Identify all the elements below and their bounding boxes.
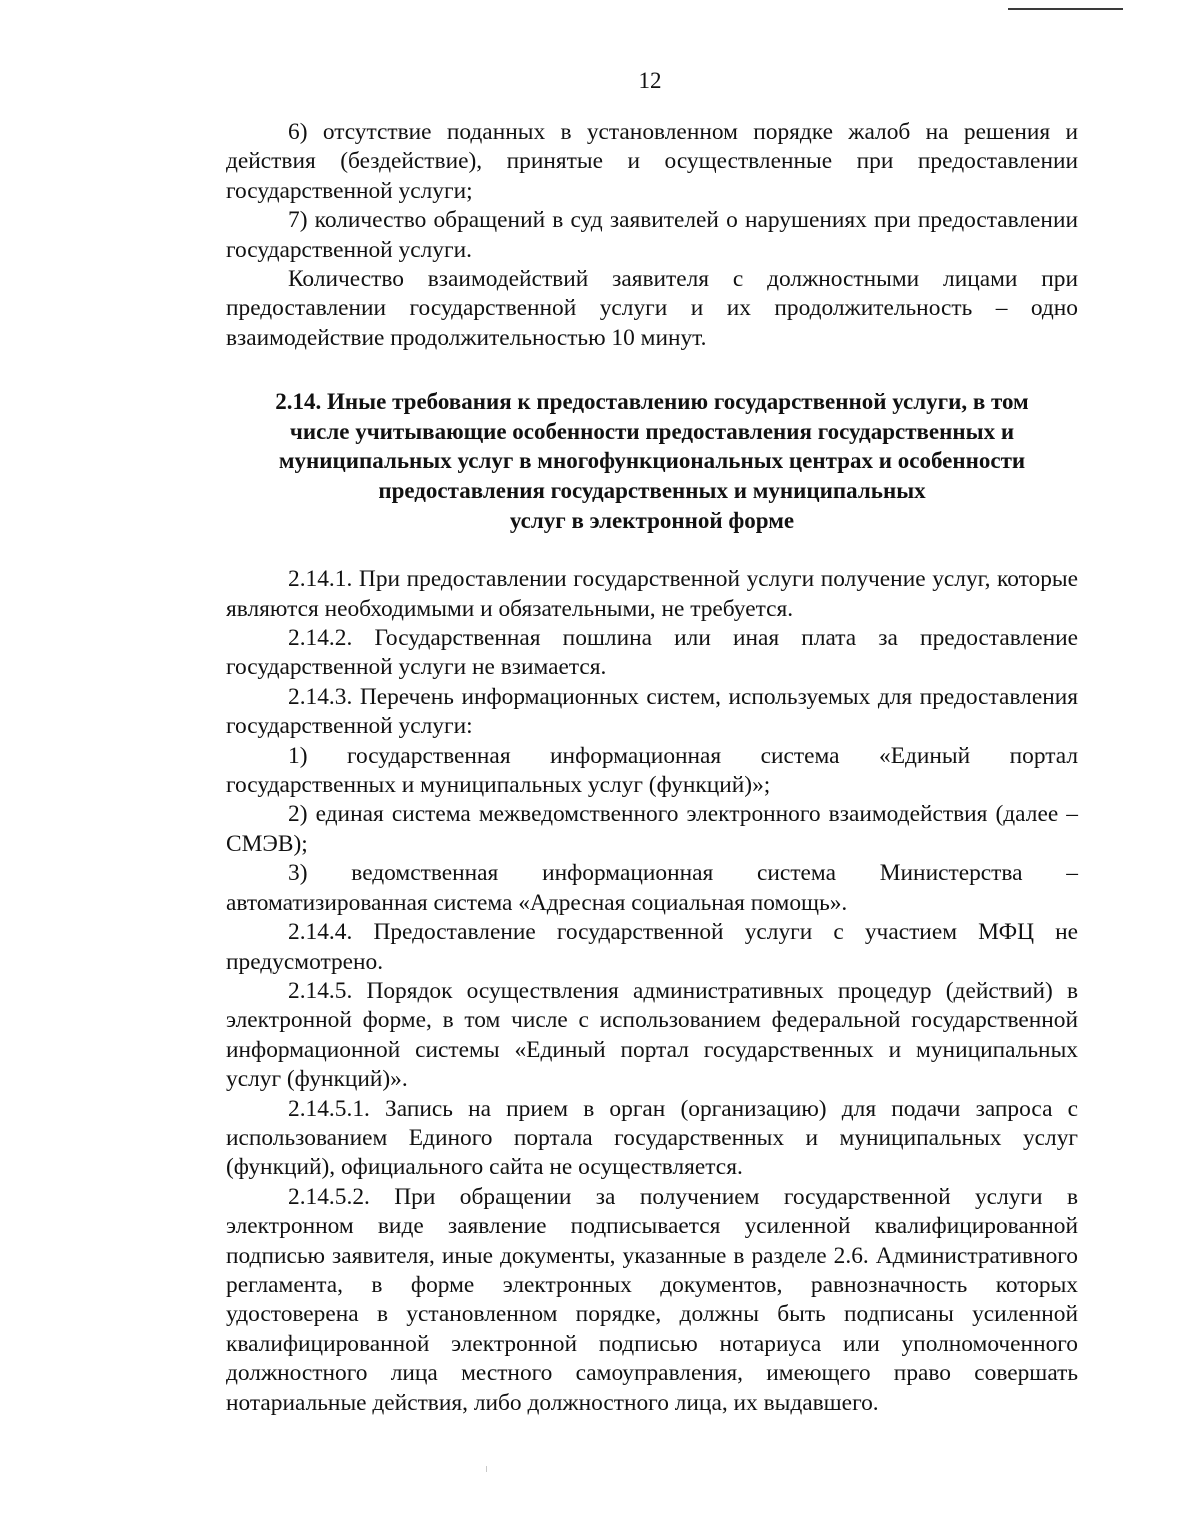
scan-mark <box>486 1466 487 1472</box>
section-heading <box>226 387 1078 535</box>
top-rule <box>1008 8 1123 10</box>
list-item-3: 3) ведомственная информационная система Министерства – автоматизированная система «Адресная социальная помощь». <box>226 860 1078 916</box>
section-heading-line-4: предоставления государственных и муниципальных <box>378 478 926 504</box>
section-heading-line-5: услуг в электронной форме <box>509 507 795 533</box>
section-heading-line-3: муниципальных услуг в многофункциональных центрах и особенности <box>278 448 1026 474</box>
paragraph-2-14-3: 2.14.3. Перечень информационных систем, используемых для предоставления государственной услуги: <box>226 683 1078 740</box>
intro-paragraph-2: 7) количество обращений в суд заявителей о нарушениях при предоставлении государственной услуги. <box>226 207 1078 263</box>
section-heading-line-1: 2.14. Иные требования к предоставлению государственной услуги, в том <box>275 389 1029 415</box>
page-number: 12 <box>638 68 662 93</box>
intro-paragraph-1: 6) отсутствие поданных в установленном порядке жалоб на решения и действия (бездействие), принятые и осуществленные при предоставлении государственной услуги; <box>226 119 1078 204</box>
paragraph-2-14-5: 2.14.5. Порядок осуществления административных процедур (действий) в электронной форме, в том числе с использованием федеральной государственной информационной системы «Единый портал государственных и муниципальных услуг (функций)». <box>226 977 1078 1093</box>
document-body <box>226 118 1078 1418</box>
paragraph-2-14-2: 2.14.2. Государственная пошлина или иная плата за предоставление государственной услуги не взимается. <box>226 625 1078 681</box>
paragraph-2-14-5-1: 2.14.5.1. Запись на прием в орган (организацию) для подачи запроса с использованием Единого портала государственных и муниципальных услуг (функций), официального сайта не осуществляется. <box>226 1095 1078 1181</box>
list-item-1: 1) государственная информационная система «Единый портал государственных и муниципальных услуг (функций)»; <box>226 742 1078 799</box>
intro-paragraph-3: Количество взаимодействий заявителя с должностными лицами при предоставлении государственной услуги и их продолжительность – одно взаимодействие продолжительностью 10 минут. <box>226 266 1078 351</box>
paragraph-2-14-4: 2.14.4. Предоставление государственной услуги с участием МФЦ не предусмотрено. <box>226 919 1078 975</box>
section-heading-line-2: числе учитывающие особенности предоставления государственных и <box>289 418 1015 444</box>
paragraph-2-14-1: 2.14.1. При предоставлении государственной услуги получение услуг, которые являются необходимыми и обязательными, не требуется. <box>226 566 1078 622</box>
paragraph-2-14-5-2: 2.14.5.2. При обращении за получением государственной услуги в электронном виде заявление подписывается усиленной квалифицированной подписью заявителя, иные документы, указанные в разделе 2.6. Административного регламента, в форме электронных документов, равнозначность которых удостоверена в установленном порядке, должны быть подписаны усиленной квалифицированной электронной подписью нотариуса или уполномоченного должностного лица местного самоуправления, имеющего право совершать нотариальные действия, либо должностного лица, их выдавшего. <box>226 1183 1078 1416</box>
list-item-2: 2) единая система межведомственного электронного взаимодействия (далее – СМЭВ); <box>226 801 1078 857</box>
